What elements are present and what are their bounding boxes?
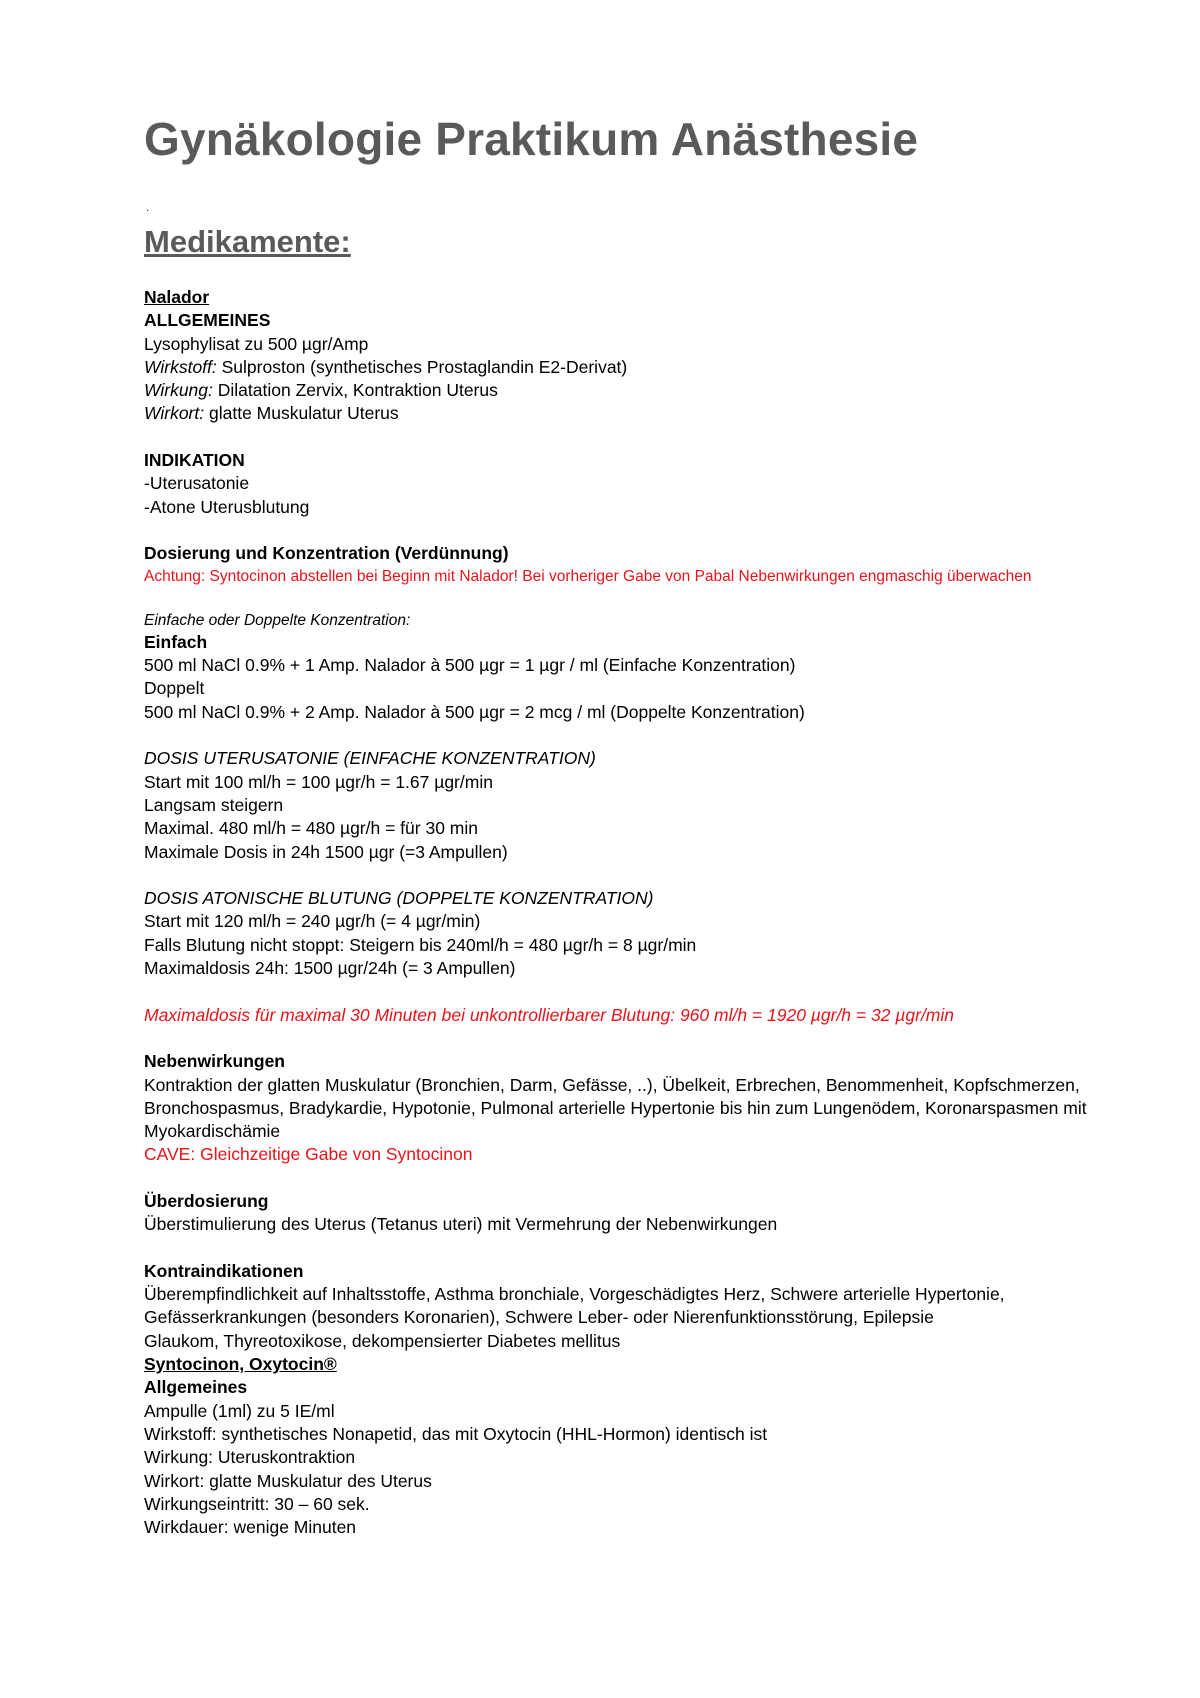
indikation-heading: INDIKATION xyxy=(144,450,245,471)
dosis-atonie-line: Maximale Dosis in 24h 1500 µgr (=3 Ampullen) xyxy=(144,841,508,862)
dosis-atonie-line: Maximal. 480 ml/h = 480 µgr/h = für 30 min xyxy=(144,818,478,839)
syntocinon-line: Wirkdauer: wenige Minuten xyxy=(144,1517,357,1538)
syntocinon-line: Wirkort: glatte Muskulatur des Uterus xyxy=(144,1470,432,1491)
kontraindikationen-text: Überempfindlichkeit auf Inhaltsstoffe, Asthma bronchiale, Vorgeschädigtes Herz, Schwere arterielle Hypertonie, Gefässerkrankungen (besonders Koronarien), Schwere Leber- oder Nierenfunktionsstörung, Epilepsie xyxy=(144,1284,1005,1328)
drug-name-syntocinon: Syntocinon, Oxytocin® xyxy=(144,1354,337,1375)
wirkstoff-value: Sulproston (synthetisches Prostaglandin E2-Derivat) xyxy=(216,356,628,377)
cave-warning: CAVE: Gleichzeitige Gabe von Syntocinon xyxy=(144,1144,473,1165)
section-heading-medikamente: Medikamente: xyxy=(144,224,351,259)
dosis-blutung-line: Start mit 120 ml/h = 240 µgr/h (= 4 µgr/min) xyxy=(144,911,481,932)
drug-name-nalador: Nalador xyxy=(144,287,210,307)
dosis-blutung-line: Falls Blutung nicht stoppt: Steigern bis 240ml/h = 480 µgr/h = 8 µgr/min xyxy=(144,934,697,955)
nebenwirkungen-heading: Nebenwirkungen xyxy=(144,1051,285,1072)
dosis-atonie-heading: DOSIS UTERUSATONIE (EINFACHE KONZENTRATION) xyxy=(144,748,596,769)
syntocinon-line: Ampulle (1ml) zu 5 IE/ml xyxy=(144,1400,335,1421)
wirkort-value: glatte Muskulatur Uterus xyxy=(204,403,399,424)
dosis-atonie-line: Langsam steigern xyxy=(144,794,284,815)
ueberdosierung-text: Überstimulierung des Uterus (Tetanus uteri) mit Vermehrung der Nebenwirkungen xyxy=(144,1214,778,1235)
syntocinon-line: Wirkungseintritt: 30 – 60 sek. xyxy=(144,1493,370,1514)
stray-dot: . xyxy=(146,200,150,214)
ueberdosierung-heading: Überdosierung xyxy=(144,1190,269,1211)
kontraindikationen-text-2: Glaukom, Thyreotoxikose, dekompensierter Diabetes mellitus xyxy=(144,1330,621,1351)
nalador-wirkstoff xyxy=(144,356,1104,379)
document-body xyxy=(144,286,1104,1539)
syntocinon-line: Wirkung: Uteruskontraktion xyxy=(144,1447,356,1468)
wirkung-value: Dilatation Zervix, Kontraktion Uterus xyxy=(212,380,498,401)
syntocinon-allgemeines-heading: Allgemeines xyxy=(144,1377,248,1398)
konzentration-intro: Einfache oder Doppelte Konzentration: xyxy=(144,611,411,629)
nalador-wirkort xyxy=(144,402,1104,425)
syntocinon-line: Wirkstoff: synthetisches Nonapetid, das mit Oxytocin (HHL-Hormon) identisch ist xyxy=(144,1423,768,1444)
wirkstoff-label: Wirkstoff: xyxy=(144,356,217,377)
dosis-blutung-heading: DOSIS ATONISCHE BLUTUNG (DOPPELTE KONZENTRATION) xyxy=(144,888,654,909)
maximaldosis-warning: Maximaldosis für maximal 30 Minuten bei unkontrollierbarer Blutung: 960 ml/h = 1920 µgr/h = 32 µgr/min xyxy=(144,1004,955,1025)
achtung-warning: Achtung: Syntocinon abstellen bei Beginn mit Nalador! Bei vorheriger Gabe von Pabal Nebenwirkungen engmaschig überwachen xyxy=(144,567,1032,585)
wirkung-label: Wirkung: xyxy=(144,380,213,401)
nalador-lyophylisat: Lysophylisat zu 500 µgr/Amp xyxy=(144,333,369,354)
nebenwirkungen-text: Kontraktion der glatten Muskulatur (Bronchien, Darm, Gefässe, ..), Übelkeit, Erbrechen, Benommenheit, Kopfschmerzen, Bronchospasmus, Bradykardie, Hypotonie, Pulmonal arterielle Hypertonie bis hin zum Lungenödem, Koronarspasmen mit Myokardischämie xyxy=(144,1074,1087,1142)
dosis-blutung-line: Maximaldosis 24h: 1500 µgr/24h (= 3 Ampullen) xyxy=(144,958,516,979)
doppelt-value: 500 ml NaCl 0.9% + 2 Amp. Nalador à 500 µgr = 2 mcg / ml (Doppelte Konzentration) xyxy=(144,701,805,722)
nalador-wirkung xyxy=(144,379,1104,402)
doppelt-heading: Doppelt xyxy=(144,678,205,699)
page-title: Gynäkologie Praktikum Anästhesie xyxy=(144,113,919,165)
wirkort-label: Wirkort: xyxy=(144,403,205,424)
dosierung-heading: Dosierung und Konzentration (Verdünnung) xyxy=(144,543,509,564)
nalador-allgemeines-heading: ALLGEMEINES xyxy=(144,310,271,331)
indikation-item: -Atone Uterusblutung xyxy=(144,496,310,517)
dosis-atonie-line: Start mit 100 ml/h = 100 µgr/h = 1.67 µgr/min xyxy=(144,771,493,792)
einfach-heading: Einfach xyxy=(144,631,208,652)
indikation-item: -Uterusatonie xyxy=(144,473,250,494)
einfach-value: 500 ml NaCl 0.9% + 1 Amp. Nalador à 500 µgr = 1 µgr / ml (Einfache Konzentration) xyxy=(144,655,796,676)
kontraindikationen-heading: Kontraindikationen xyxy=(144,1260,304,1281)
